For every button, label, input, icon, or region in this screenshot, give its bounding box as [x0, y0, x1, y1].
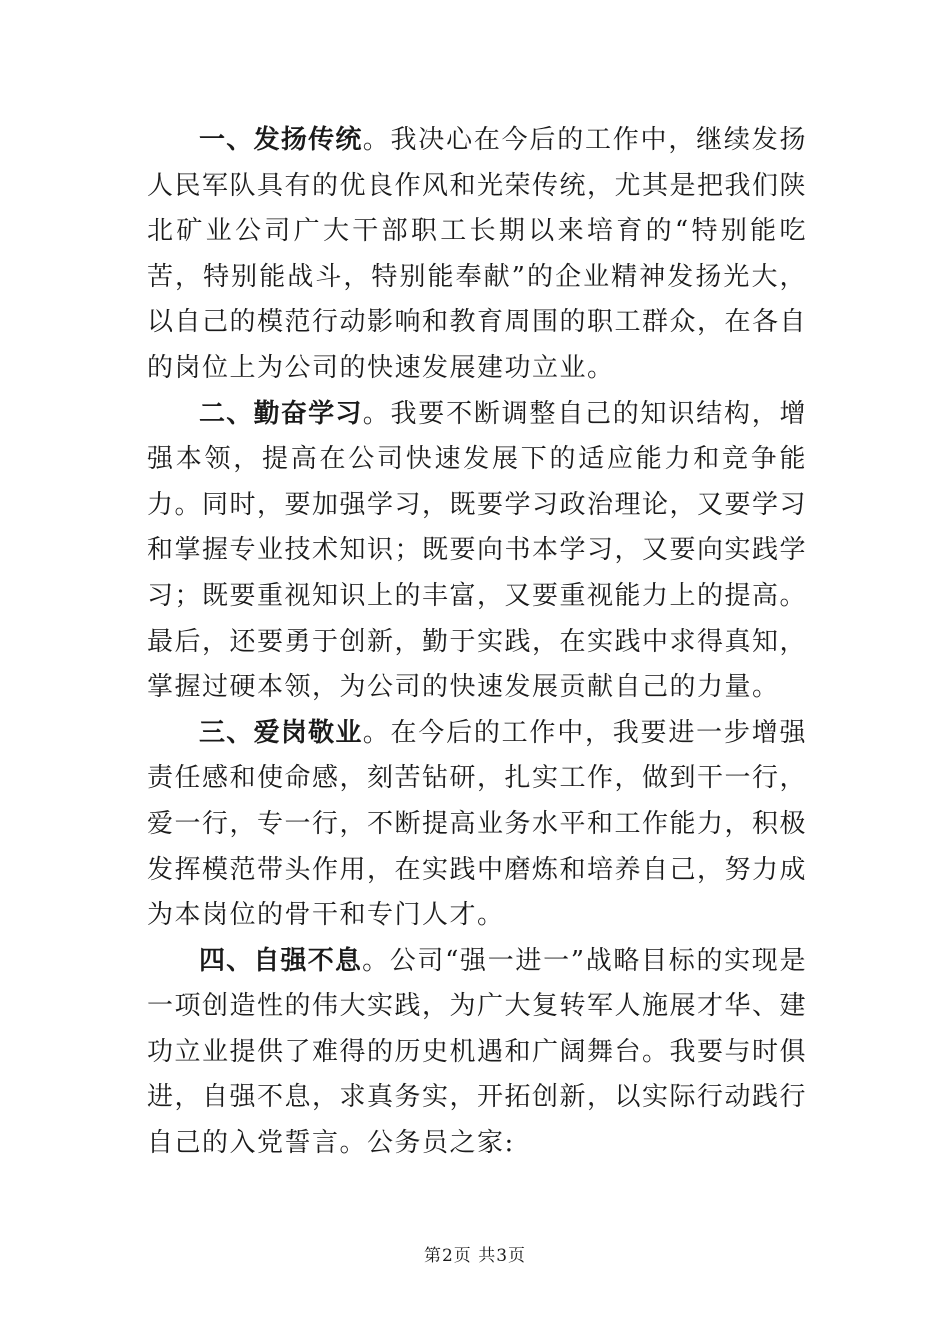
paragraph-study [147, 392, 807, 711]
paragraph-text: 。我要不断调整自己的知识结构，增强本领，提高在公司快速发展下的适应能力和竞争能力。同时，要加强学习，既要学习政治理论，又要学习和掌握专业技术知识；既要向书本学习，又要向实践学习；既要重视知识上的丰富，又要重视能力上的提高。最后，还要勇于创新，勤于实践，在实践中求得真知，掌握过硬本领，为公司的快速发展贡献自己的力量。 [147, 398, 808, 703]
paragraph-dedication [147, 711, 807, 939]
paragraph-heading: 一、发扬传统 [199, 125, 363, 155]
paragraph-tradition [147, 118, 807, 392]
paragraph-heading: 二、勤奋学习 [199, 398, 363, 429]
paragraph-heading: 三、爱岗敬业 [199, 717, 363, 748]
paragraph-self-improvement [147, 939, 807, 1167]
paragraph-heading: 四、自强不息 [199, 945, 363, 976]
document-body [147, 118, 807, 1167]
paragraph-text: 。我决心在今后的工作中，继续发扬人民军队具有的优良作风和光荣传统，尤其是把我们陕北矿业公司广大干部职工长期以来培育的“特别能吃苦，特别能战斗，特别能奉献”的企业精神发扬光大，以自己的模范行动影响和教育周围的职工群众，在各自的岗位上为公司的快速发展建功立业。 [147, 125, 808, 383]
page-number-footer: 第2页 共3页 [423, 1246, 527, 1266]
paragraph-text: 。公司“强一进一”战略目标的实现是一项创造性的伟大实践，为广大复转军人施展才华、建功立业提供了难得的历史机遇和广阔舞台。我要与时俱进，自强不息，求真务实，开拓创新，以实际行动践行自己的入党誓言。公务员之家: [147, 945, 808, 1159]
paragraph-text: 。在今后的工作中，我要进一步增强责任感和使命感，刻苦钻研，扎实工作，做到干一行，爱一行，专一行，不断提高业务水平和工作能力，积极发挥模范带头作用，在实践中磨炼和培养自己，努力成为本岗位的骨干和专门人才。 [147, 717, 808, 931]
